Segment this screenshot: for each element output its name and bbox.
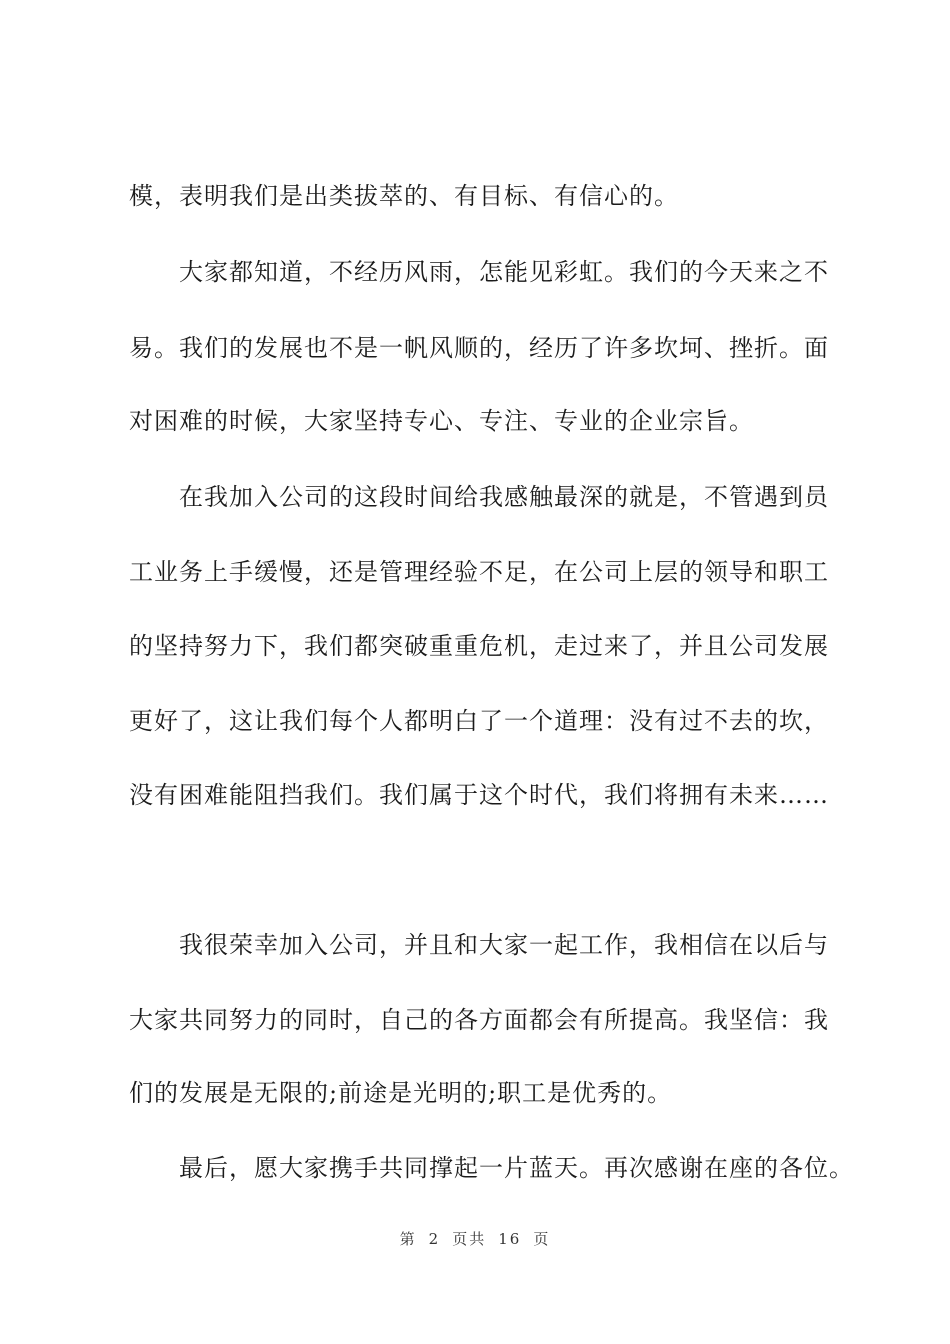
footer-prefix: 第 bbox=[399, 1230, 417, 1248]
paragraph-start-line: 在我加入公司的这段时间给我感触最深的就是，不管遇到员 bbox=[179, 483, 829, 511]
text-line: 没有困难能阻挡我们。我们属于这个时代，我们将拥有未来…… bbox=[129, 781, 829, 809]
text-line: 的坚持努力下，我们都突破重重危机，走过来了，并且公司发展 bbox=[129, 632, 829, 660]
text-line: 对困难的时候，大家坚持专心、专注、专业的企业宗旨。 bbox=[129, 407, 754, 435]
paragraph-start-line: 最后，愿大家携手共同撑起一片蓝天。再次感谢在座的各位。 bbox=[179, 1154, 854, 1182]
text-line: 们的发展是无限的;前途是光明的;职工是优秀的。 bbox=[129, 1079, 673, 1107]
text-line: 工业务上手缓慢，还是管理经验不足，在公司上层的领导和职工 bbox=[129, 558, 829, 586]
paragraph-start-line: 大家都知道，不经历风雨，怎能见彩虹。我们的今天来之不 bbox=[179, 258, 829, 286]
text-line: 模，表明我们是出类拔萃的、有目标、有信心的。 bbox=[129, 182, 679, 210]
page-footer bbox=[0, 1228, 950, 1249]
footer-page-number: 2 bbox=[428, 1230, 441, 1248]
footer-middle: 页共 bbox=[452, 1230, 487, 1248]
paragraph-start-line: 我很荣幸加入公司，并且和大家一起工作，我相信在以后与 bbox=[179, 931, 829, 959]
text-line: 更好了，这让我们每个人都明白了一个道理：没有过不去的坎， bbox=[129, 707, 829, 735]
text-line: 易。我们的发展也不是一帆风顺的，经历了许多坎坷、挫折。面 bbox=[129, 334, 829, 362]
text-line: 大家共同努力的同时，自己的各方面都会有所提高。我坚信：我 bbox=[129, 1006, 829, 1034]
footer-suffix: 页 bbox=[533, 1230, 551, 1248]
footer-total-pages: 16 bbox=[498, 1230, 522, 1248]
